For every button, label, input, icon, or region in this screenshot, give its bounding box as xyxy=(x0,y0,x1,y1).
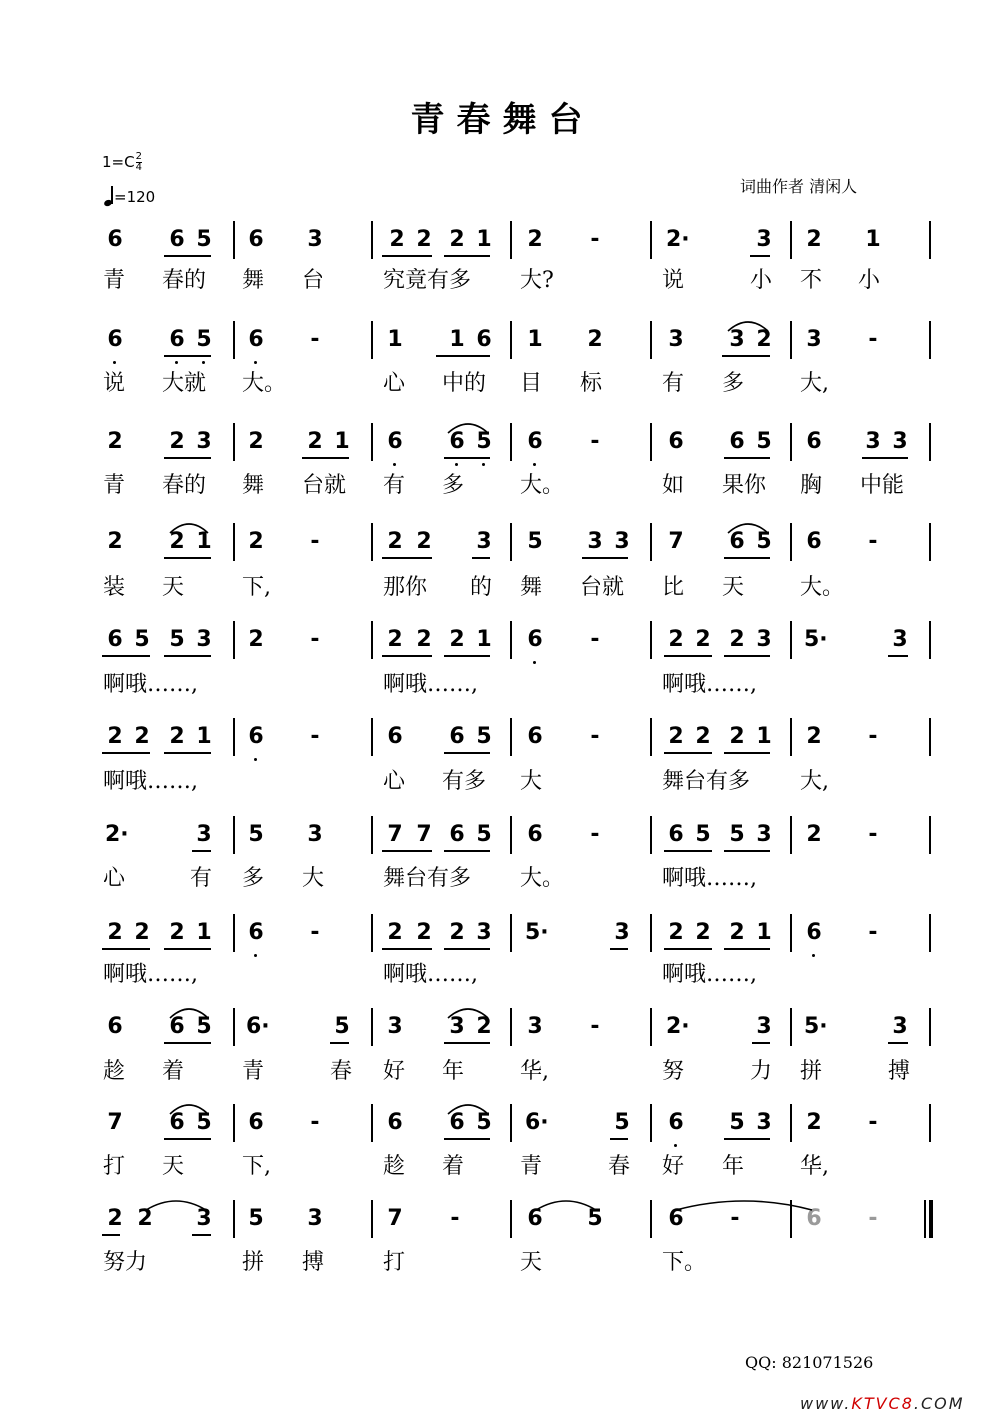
note: 2 xyxy=(416,627,432,652)
note: 2 xyxy=(169,920,185,945)
note: 6 xyxy=(449,429,465,454)
note: 2 xyxy=(729,920,745,945)
note: 2 xyxy=(416,227,432,252)
lyric: 目 xyxy=(520,371,543,396)
lyric: 舞 xyxy=(242,473,265,498)
lyric: 胸 xyxy=(800,473,823,498)
note: - xyxy=(450,1206,460,1231)
note: - xyxy=(310,920,320,945)
note: 6 xyxy=(668,1110,684,1135)
lyric: 天 xyxy=(722,575,745,600)
note: - xyxy=(590,627,600,652)
note: 1 xyxy=(196,529,212,554)
note: 2 xyxy=(527,227,543,252)
lyric: 努力 xyxy=(103,1250,148,1275)
note: 3 xyxy=(756,822,772,847)
lyric: 华, xyxy=(800,1154,829,1179)
note: 3 xyxy=(865,429,881,454)
lyric: 好 xyxy=(662,1154,685,1179)
note: 6 xyxy=(449,724,465,749)
note: 6 xyxy=(527,822,543,847)
note: 6 xyxy=(387,724,403,749)
note: 5 xyxy=(476,822,492,847)
note: 3 xyxy=(892,429,908,454)
note: - xyxy=(310,627,320,652)
note: 6 xyxy=(107,227,123,252)
lyric: 大, xyxy=(800,371,829,396)
note: 3 xyxy=(476,529,492,554)
note: - xyxy=(590,429,600,454)
lyric: 青 xyxy=(520,1154,543,1179)
note: 2 xyxy=(806,227,822,252)
note: 2 xyxy=(806,724,822,749)
footer-qq: QQ: 821071526 xyxy=(745,1353,874,1372)
note: 2 xyxy=(476,1014,492,1039)
note: 2 xyxy=(134,724,150,749)
note: 2 xyxy=(389,227,405,252)
note: 3 xyxy=(307,822,323,847)
lyric: 大 xyxy=(520,769,543,794)
slur xyxy=(170,1105,208,1114)
note: 5 xyxy=(729,822,745,847)
note: 6 xyxy=(806,920,822,945)
note: 2 xyxy=(668,724,684,749)
lyric: 啊哦……, xyxy=(383,962,478,987)
lyric: 着 xyxy=(442,1154,465,1179)
note: 1 xyxy=(196,920,212,945)
lyric: 那你 xyxy=(383,575,428,600)
lyric: 多 xyxy=(442,473,465,498)
note: 6 xyxy=(449,822,465,847)
note: 5 xyxy=(196,1110,212,1135)
note: 2 xyxy=(107,529,123,554)
lyric: 台就 xyxy=(580,575,625,600)
note: 7 xyxy=(416,822,432,847)
note: - xyxy=(310,327,320,352)
note: 1 xyxy=(196,724,212,749)
slur xyxy=(536,1201,596,1210)
site-name: KTVC8 xyxy=(851,1394,914,1413)
lyric: 力 xyxy=(750,1059,773,1084)
note: - xyxy=(868,822,878,847)
note: - xyxy=(310,1110,320,1135)
note: 2· xyxy=(666,1014,690,1039)
note: 5· xyxy=(804,1014,828,1039)
slur xyxy=(170,1009,208,1018)
lyric: 说 xyxy=(662,268,685,293)
lyric: 装 xyxy=(103,575,126,600)
lyric: 舞台有多 xyxy=(662,769,751,794)
slur xyxy=(728,524,768,533)
note: 5 xyxy=(248,1206,264,1231)
note: 6 xyxy=(169,227,185,252)
note: 7 xyxy=(387,822,403,847)
lyric: 下。 xyxy=(662,1250,707,1275)
note: 1 xyxy=(756,920,772,945)
note: 6 xyxy=(527,627,543,652)
footer-website xyxy=(800,1394,965,1413)
note: 5 xyxy=(695,822,711,847)
note: 3 xyxy=(307,227,323,252)
note: 3 xyxy=(614,920,630,945)
note: 3 xyxy=(449,1014,465,1039)
note: - xyxy=(868,327,878,352)
lyric: 小 xyxy=(750,268,773,293)
note: 2 xyxy=(387,627,403,652)
lyric: 年 xyxy=(442,1059,465,1084)
note: 2 xyxy=(248,529,264,554)
note: - xyxy=(590,1014,600,1039)
lyric: 究竟有多 xyxy=(383,268,472,293)
note: 2 xyxy=(668,920,684,945)
lyric: 春的 xyxy=(162,473,207,498)
note: 5 xyxy=(476,429,492,454)
note: 3 xyxy=(387,1014,403,1039)
note: 3 xyxy=(587,529,603,554)
note: 5 xyxy=(729,1110,745,1135)
lyric: 下, xyxy=(242,575,271,600)
note: - xyxy=(310,529,320,554)
time-signature-bottom: 4 xyxy=(135,162,142,173)
lyric: 下, xyxy=(242,1154,271,1179)
lyric: 啊哦……, xyxy=(103,962,198,987)
lyric: 趁 xyxy=(383,1154,406,1179)
note: 2· xyxy=(666,227,690,252)
lyric: 大 xyxy=(302,866,325,891)
lyric: 春的 xyxy=(162,268,207,293)
lyric: 大? xyxy=(520,268,554,293)
lyric: 小 xyxy=(858,268,881,293)
note: 6· xyxy=(525,1110,549,1135)
note: 3 xyxy=(668,327,684,352)
note: 3 xyxy=(196,1206,212,1231)
slur xyxy=(676,1201,812,1210)
note: 6 xyxy=(476,327,492,352)
note: 6· xyxy=(246,1014,270,1039)
lyric: 心 xyxy=(383,769,406,794)
lyric: 青 xyxy=(103,473,126,498)
note: 6 xyxy=(107,1014,123,1039)
lyric: 啊哦……, xyxy=(662,672,757,697)
credits: 词曲作者 清闲人 xyxy=(740,177,858,196)
note: 2 xyxy=(695,724,711,749)
note: 6 xyxy=(668,1206,684,1231)
note: 1 xyxy=(449,327,465,352)
note: 6 xyxy=(668,822,684,847)
note: - xyxy=(868,529,878,554)
slur xyxy=(448,424,488,433)
lyric: 舞台有多 xyxy=(383,866,472,891)
note: 1 xyxy=(476,627,492,652)
note: 6 xyxy=(527,429,543,454)
note: 2 xyxy=(137,1206,153,1231)
lyric: 搏 xyxy=(888,1059,911,1084)
lyric: 天 xyxy=(162,1154,185,1179)
lyric: 比 xyxy=(662,575,685,600)
note: 6 xyxy=(449,1110,465,1135)
note: 7 xyxy=(668,529,684,554)
lyric: 有 xyxy=(662,371,685,396)
lyric: 多 xyxy=(242,866,265,891)
note: 5· xyxy=(804,627,828,652)
note: 6 xyxy=(169,1110,185,1135)
note: 6 xyxy=(248,227,264,252)
lyric: 好 xyxy=(383,1059,406,1084)
note: 3 xyxy=(756,627,772,652)
note: - xyxy=(590,227,600,252)
slur xyxy=(728,322,768,331)
note: 2 xyxy=(387,529,403,554)
note: - xyxy=(590,822,600,847)
note: - xyxy=(590,724,600,749)
note: 5 xyxy=(756,529,772,554)
note: 7 xyxy=(107,1110,123,1135)
note: 3 xyxy=(307,1206,323,1231)
note: 1 xyxy=(476,227,492,252)
note: 2 xyxy=(134,920,150,945)
note: 3 xyxy=(196,822,212,847)
lyric: 啊哦……, xyxy=(103,672,198,697)
note: 2 xyxy=(729,627,745,652)
note: 6 xyxy=(806,1206,822,1231)
note: 5· xyxy=(525,920,549,945)
lyric: 搏 xyxy=(302,1250,325,1275)
note: 5 xyxy=(527,529,543,554)
note: 5 xyxy=(196,327,212,352)
lyric: 趁 xyxy=(103,1059,126,1084)
lyric: 心 xyxy=(383,371,406,396)
lyric: 拼 xyxy=(800,1059,823,1084)
note: 2 xyxy=(695,920,711,945)
note: 2 xyxy=(668,627,684,652)
note: 2 xyxy=(449,920,465,945)
lyric: 打 xyxy=(383,1250,406,1275)
note: 5 xyxy=(476,1110,492,1135)
note: 6 xyxy=(729,529,745,554)
lyric: 的 xyxy=(470,575,493,600)
note: 2 xyxy=(107,1206,123,1231)
note: 2 xyxy=(248,627,264,652)
lyric: 啊哦……, xyxy=(662,866,757,891)
note: - xyxy=(310,724,320,749)
lyric: 有 xyxy=(190,866,213,891)
note: - xyxy=(868,724,878,749)
tempo-value: =120 xyxy=(114,188,156,206)
lyric: 大, xyxy=(800,769,829,794)
note: 6 xyxy=(729,429,745,454)
lyric: 啊哦……, xyxy=(103,769,198,794)
note: 5 xyxy=(476,724,492,749)
note: 5 xyxy=(196,1014,212,1039)
note: 2 xyxy=(307,429,323,454)
lyric: 心 xyxy=(103,866,126,891)
note: - xyxy=(868,1206,878,1231)
lyric: 啊哦……, xyxy=(662,962,757,987)
note: 2 xyxy=(107,920,123,945)
note: 6 xyxy=(107,627,123,652)
note: 6 xyxy=(387,1110,403,1135)
lyric: 努 xyxy=(662,1059,685,1084)
note: 5 xyxy=(169,627,185,652)
note: 1 xyxy=(865,227,881,252)
lyric: 有 xyxy=(383,473,406,498)
note: 5 xyxy=(196,227,212,252)
note: 3 xyxy=(892,627,908,652)
note: 6 xyxy=(248,1110,264,1135)
lyric: 果你 xyxy=(722,473,767,498)
lyric: 如 xyxy=(662,473,685,498)
note: 6 xyxy=(527,724,543,749)
note: 6 xyxy=(668,429,684,454)
lyric: 大。 xyxy=(242,371,287,396)
note: 3 xyxy=(729,327,745,352)
note: 2 xyxy=(695,627,711,652)
note: 2 xyxy=(587,327,603,352)
note: 1 xyxy=(387,327,403,352)
note: 3 xyxy=(756,1110,772,1135)
lyric: 大。 xyxy=(520,473,565,498)
note: 6 xyxy=(806,429,822,454)
note: 2 xyxy=(169,429,185,454)
lyric: 春 xyxy=(330,1059,353,1084)
note: 2 xyxy=(449,627,465,652)
note: 2 xyxy=(806,822,822,847)
note: 2 xyxy=(416,920,432,945)
note: 6 xyxy=(387,429,403,454)
note: 3 xyxy=(196,429,212,454)
lyric: 青 xyxy=(103,268,126,293)
lyric: 打 xyxy=(103,1154,126,1179)
note: 2 xyxy=(169,529,185,554)
note: 1 xyxy=(527,327,543,352)
note: 3 xyxy=(476,920,492,945)
slur xyxy=(170,524,208,533)
note: 5 xyxy=(756,429,772,454)
note: 2 xyxy=(107,724,123,749)
note: 3 xyxy=(527,1014,543,1039)
note: 6 xyxy=(248,327,264,352)
lyric: 标 xyxy=(580,371,603,396)
note: - xyxy=(868,920,878,945)
note: 2 xyxy=(169,724,185,749)
note: 3 xyxy=(806,327,822,352)
note: 1 xyxy=(756,724,772,749)
lyric: 舞 xyxy=(520,575,543,600)
lyric: 着 xyxy=(162,1059,185,1084)
lyric: 有多 xyxy=(442,769,487,794)
note: 6 xyxy=(169,327,185,352)
note: 2 xyxy=(416,529,432,554)
lyric: 华, xyxy=(520,1059,549,1084)
note: 2 xyxy=(248,429,264,454)
lyric: 天 xyxy=(162,575,185,600)
lyric: 多 xyxy=(722,371,745,396)
note: 2 xyxy=(756,327,772,352)
song-title: 青春舞台 xyxy=(410,100,595,140)
note: 6 xyxy=(806,529,822,554)
note: 6 xyxy=(248,724,264,749)
lyric: 中能 xyxy=(860,473,905,498)
lyric: 啊哦……, xyxy=(383,672,478,697)
note: 2 xyxy=(107,429,123,454)
note: 6 xyxy=(169,1014,185,1039)
note: 5 xyxy=(614,1110,630,1135)
note: 5 xyxy=(248,822,264,847)
lyric: 大。 xyxy=(800,575,845,600)
note: 2 xyxy=(729,724,745,749)
slur xyxy=(448,1105,488,1114)
note: 6 xyxy=(107,327,123,352)
lyric: 大就 xyxy=(162,371,207,396)
note: 3 xyxy=(756,1014,772,1039)
lyric: 春 xyxy=(608,1154,631,1179)
note: 5 xyxy=(587,1206,603,1231)
note: 3 xyxy=(892,1014,908,1039)
note: - xyxy=(868,1110,878,1135)
note: 3 xyxy=(756,227,772,252)
note: 7 xyxy=(387,1206,403,1231)
key-text: 1=C xyxy=(102,153,135,171)
lyric: 大。 xyxy=(520,866,565,891)
site-suffix: .COM xyxy=(913,1394,965,1413)
lyric: 舞 xyxy=(242,268,265,293)
note: 2 xyxy=(806,1110,822,1135)
lyric: 不 xyxy=(800,268,823,293)
note: 1 xyxy=(334,429,350,454)
lyric: 天 xyxy=(520,1250,543,1275)
note: - xyxy=(730,1206,740,1231)
site-prefix: www. xyxy=(800,1394,852,1413)
time-signature-top: 2 xyxy=(135,151,142,162)
note: 5 xyxy=(334,1014,350,1039)
slur xyxy=(146,1201,206,1210)
note: 3 xyxy=(614,529,630,554)
slur xyxy=(448,1009,488,1018)
note: 2 xyxy=(387,920,403,945)
note: 2· xyxy=(105,822,129,847)
note: 6 xyxy=(527,1206,543,1231)
note: 5 xyxy=(134,627,150,652)
note: 3 xyxy=(196,627,212,652)
lyric: 拼 xyxy=(242,1250,265,1275)
lyric: 台 xyxy=(302,268,325,293)
lyric: 年 xyxy=(722,1154,745,1179)
note: 2 xyxy=(449,227,465,252)
lyric: 青 xyxy=(242,1059,265,1084)
lyric: 台就 xyxy=(302,473,347,498)
note: 6 xyxy=(248,920,264,945)
lyric: 说 xyxy=(103,371,126,396)
lyric: 中的 xyxy=(442,371,487,396)
